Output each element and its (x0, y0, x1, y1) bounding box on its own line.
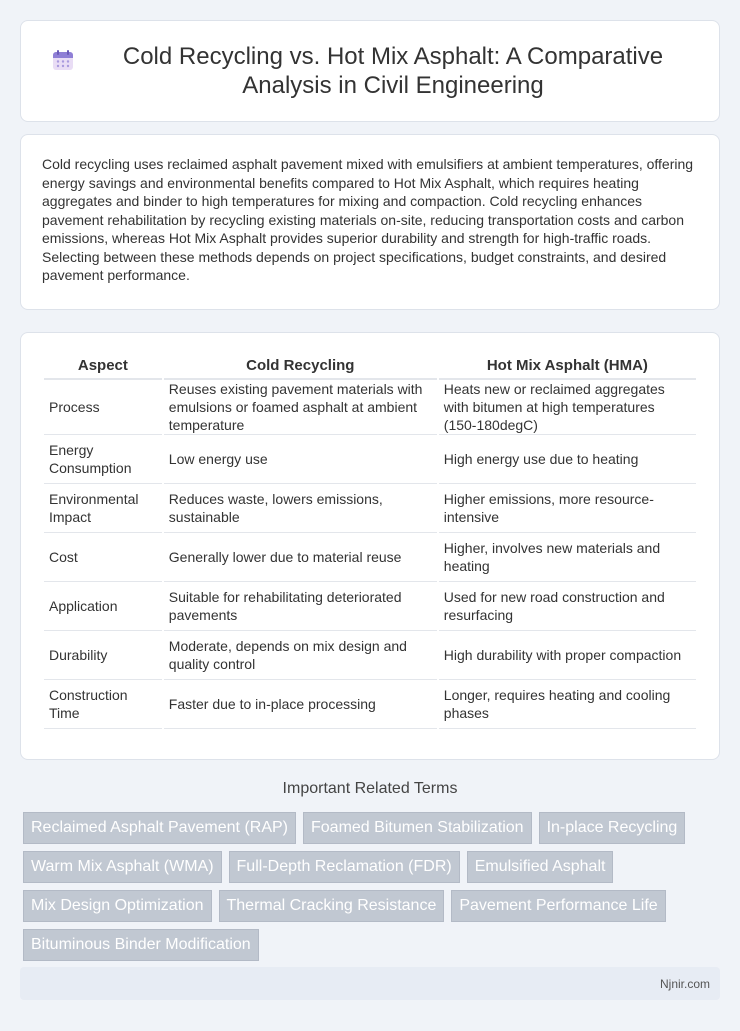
row-cold: Reduces waste, lowers emissions, sustainable (164, 484, 437, 533)
row-cold: Faster due to in-place processing (164, 680, 437, 729)
row-hot: Higher, involves new materials and heating (439, 533, 696, 582)
intro-card (20, 134, 720, 310)
row-aspect: Construction Time (44, 680, 162, 729)
footer (20, 967, 720, 1000)
related-term-tag[interactable]: Mix Design Optimization (23, 890, 212, 922)
row-cold: Moderate, depends on mix design and quality control (164, 631, 437, 680)
header-cold-recycling: Cold Recycling (164, 353, 437, 380)
table-row (44, 631, 696, 680)
table-row (44, 484, 696, 533)
related-term-tag[interactable]: Bituminous Binder Modification (23, 929, 259, 961)
related-term-tag[interactable]: Full-Depth Reclamation (FDR) (229, 851, 460, 883)
related-term-tag[interactable]: Emulsified Asphalt (467, 851, 614, 883)
title-card (20, 20, 720, 122)
table-row (44, 435, 696, 484)
related-term-tag[interactable]: Foamed Bitumen Stabilization (303, 812, 532, 844)
row-aspect: Cost (44, 533, 162, 582)
row-hot: Used for new road construction and resurfacing (439, 582, 696, 631)
intro-paragraph: Cold recycling uses reclaimed asphalt pavement mixed with emulsifiers at ambient temperatures, offering energy savings and environmental benefits compared to Hot Mix Asphalt, which requires heating aggregates and binder to high temperatures for mixing and compaction. Cold recycling enhances pavement rehabilitation by recycling existing materials on-site, reducing transportation costs and carbon emissions, whereas Hot Mix Asphalt provides superior durability and strength for high-traffic roads. Selecting between these methods depends on project specifications, budget constraints, and desired pavement performance. (42, 156, 694, 283)
row-hot: Heats new or reclaimed aggregates with bitumen at high temperatures (150-180degC) (439, 380, 696, 435)
footer-site-link[interactable]: Njnir.com (659, 977, 710, 991)
row-aspect: Application (44, 582, 162, 631)
comparison-table (42, 353, 698, 729)
related-term-tag[interactable]: In-place Recycling (539, 812, 686, 844)
table-row (44, 533, 696, 582)
row-aspect: Durability (44, 631, 162, 680)
row-hot: High durability with proper compaction (439, 631, 696, 680)
header-hot-mix-asphalt: Hot Mix Asphalt (HMA) (439, 353, 696, 380)
row-cold: Suitable for rehabilitating deteriorated pavements (164, 582, 437, 631)
row-aspect: Energy Consumption (44, 435, 162, 484)
comparison-table-card (20, 332, 720, 760)
page-title: Cold Recycling vs. Hot Mix Asphalt: A Comparative Analysis in Civil Engineering (122, 43, 664, 99)
related-terms-list (23, 812, 723, 968)
row-hot: Higher emissions, more resource-intensive (439, 484, 696, 533)
row-cold: Low energy use (164, 435, 437, 484)
related-terms-heading: Important Related Terms (282, 780, 458, 797)
related-term-tag[interactable]: Thermal Cracking Resistance (219, 890, 445, 922)
table-header-row (44, 353, 696, 380)
table-row (44, 680, 696, 729)
title-wrap (51, 42, 689, 100)
row-aspect: Process (44, 380, 162, 435)
related-term-tag[interactable]: Reclaimed Asphalt Pavement (RAP) (23, 812, 296, 844)
table-row (44, 582, 696, 631)
related-term-tag[interactable]: Pavement Performance Life (451, 890, 665, 922)
row-aspect: Environmental Impact (44, 484, 162, 533)
calendar-icon (51, 48, 75, 72)
row-hot: High energy use due to heating (439, 435, 696, 484)
row-hot: Longer, requires heating and cooling phases (439, 680, 696, 729)
row-cold: Reuses existing pavement materials with emulsions or foamed asphalt at ambient temperature (164, 380, 437, 435)
related-term-tag[interactable]: Warm Mix Asphalt (WMA) (23, 851, 222, 883)
header-aspect: Aspect (44, 353, 162, 380)
table-row (44, 380, 696, 435)
row-cold: Generally lower due to material reuse (164, 533, 437, 582)
